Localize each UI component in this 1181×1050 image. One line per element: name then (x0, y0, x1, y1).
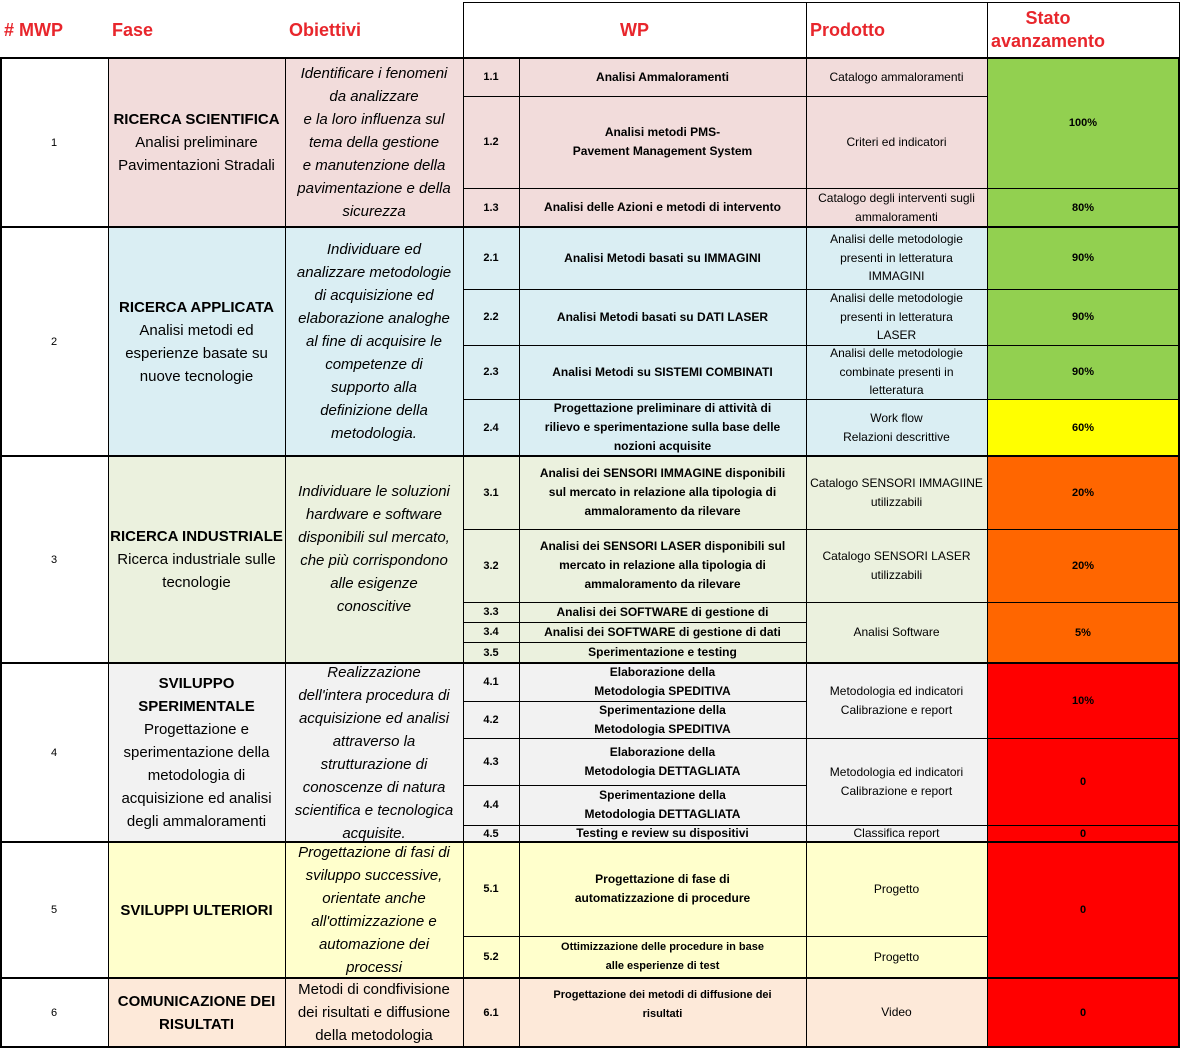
grid-line (987, 602, 1180, 603)
obiettivi-cell-2: Individuare ed analizzare metodologie di acquisizione ed elaborazione analoghe al fine di acquisire le competenze di supporto alla definizione della metodologia. (296, 241, 452, 442)
wp-title: Analisi Metodi basati su IMMAGINI (564, 250, 761, 265)
header-fase: Fase (112, 19, 154, 40)
wp-number: 2.4 (483, 421, 499, 434)
mwp-number: 2 (50, 335, 58, 348)
wp-number: 3.4 (483, 626, 499, 638)
grid-line (0, 226, 1180, 228)
wp-title: Sperimentazione della Metodologia SPEDITIVA (594, 702, 731, 736)
wp-number: 2.1 (483, 252, 499, 264)
mwp-number: 5 (50, 904, 58, 916)
wp-number: 2.2 (483, 311, 499, 323)
obiettivi-cell-1: Identificare i fenomeni da analizzare e la loro influenza sul tema della gestione e manutenzione della pavimentazione e della sicurezza (297, 65, 451, 220)
grid-line (987, 738, 1180, 739)
grid-line (463, 602, 806, 603)
grid-line (463, 345, 806, 346)
wp-number: 4.1 (483, 676, 499, 688)
fase-subtitle: Ricerca industriale sulle tecnologie (117, 551, 276, 591)
grid-line (0, 977, 1180, 979)
grid-line (806, 936, 987, 937)
grid-line (108, 58, 109, 1047)
grid-line (987, 188, 1180, 189)
wp-number: 2.3 (483, 366, 499, 378)
fase-cell-1 (108, 58, 285, 227)
grid-line (463, 642, 806, 643)
grid-line (463, 399, 806, 400)
wp-title: Elaborazione della Metodologia DETTAGLIATA (584, 744, 741, 778)
grid-line (987, 289, 1180, 290)
grid-line (463, 529, 806, 530)
grid-line (0, 1046, 1180, 1048)
status-value: 0 (1079, 827, 1087, 840)
status-value: 20% (1071, 559, 1095, 572)
grid-line (806, 345, 987, 346)
grid-line (806, 825, 987, 826)
grid-line (519, 58, 520, 1047)
wp-title: Analisi Ammaloramenti (596, 69, 729, 84)
wp-title: Elaborazione della Metodologia SPEDITIVA (594, 665, 731, 698)
grid-line (463, 738, 806, 739)
status-value: 20% (1071, 486, 1095, 499)
grid-line (806, 96, 987, 97)
grid-line (0, 841, 1180, 843)
prodotto-cell: Catalogo SENSORI IMMAGIINE utilizzabili (810, 476, 983, 509)
wp-number: 1.1 (483, 71, 499, 83)
wp-title: Analisi metodi PMS- Pavement Management System (572, 125, 753, 158)
mwp-number: 3 (50, 553, 58, 566)
obiettivi-cell-4: Realizzazione dell'intera procedura di acquisizione ed analisi attraverso la strutturazione di conoscenze di natura scientifica e tecnologica acquisite. (294, 663, 454, 842)
wp-number: 5.1 (483, 883, 499, 895)
wp-title: Analisi dei SENSORI IMMAGINE disponibili sul mercato in relazione alla tipologia di ammaloramento da rilevare (539, 466, 786, 518)
prodotto-cell: Analisi delle metodologie presenti in letteratura LASER (830, 291, 963, 343)
grid-line (987, 58, 988, 1047)
wp-number: 4.5 (483, 827, 499, 840)
wp-title: Sperimentazione e testing (588, 645, 737, 659)
prodotto-cell: Analisi delle metodologie presenti in letteratura IMMAGINI (830, 232, 963, 284)
fase-title: RICERCA INDUSTRIALE (110, 528, 283, 545)
wp-number: 4.4 (483, 799, 499, 811)
grid-line (987, 2, 988, 58)
grid-line (463, 2, 1180, 3)
grid-line (806, 188, 987, 189)
grid-line (0, 57, 1180, 59)
wp-number: 4.3 (483, 755, 499, 768)
grid-line (806, 58, 807, 1047)
status-value: 90% (1071, 252, 1095, 264)
wp-number: 4.2 (483, 713, 499, 726)
mwp-number: 6 (50, 1006, 58, 1019)
wp-number: 3.1 (483, 486, 499, 499)
prodotto-cell: Catalogo ammaloramenti (829, 69, 964, 84)
prodotto-cell: Video (881, 1005, 912, 1020)
wp-title: Progettazione dei metodi di diffusione dei risultati (553, 989, 772, 1020)
fase-title: SVILUPPI ULTERIORI (120, 901, 273, 919)
fase-cell-5 (108, 842, 285, 978)
grid-line (806, 602, 987, 603)
wp-number: 6.1 (483, 1006, 499, 1019)
mwp-number: 4 (50, 746, 58, 759)
wp-title: Testing e review su dispositivi (576, 826, 749, 840)
grid-line (0, 455, 1180, 457)
status-value: 10% (1071, 694, 1095, 707)
grid-line (463, 622, 806, 623)
prodotto-cell: Progetto (873, 949, 920, 964)
fase-subtitle: Analisi metodi ed esperienze basate su nuove tecnologie (125, 321, 268, 385)
status-value: 90% (1071, 311, 1095, 323)
status-value: 5% (1075, 626, 1091, 639)
grid-line (463, 2, 464, 58)
mwp-number: 1 (50, 136, 58, 149)
fase-cell-2 (108, 227, 285, 456)
grid-line (806, 2, 807, 58)
prodotto-cell: Progetto (873, 881, 920, 896)
wp-title: Sperimentazione della Metodologia DETTAGLIATA (584, 788, 741, 821)
header-mwp: # MWP (4, 19, 64, 40)
wp-number: 3.5 (483, 646, 499, 659)
grid-line (463, 785, 806, 786)
obiettivi-cell-6: Metodi di condfivisione dei risultati e diffusione della metodologia (297, 981, 451, 1044)
fase-subtitle: Analisi preliminare Pavimentazioni Stradali (118, 134, 275, 174)
grid-line (463, 188, 806, 189)
prodotto-cell: Catalogo SENSORI LASER utilizzabili (822, 549, 971, 582)
header-wp: WP (620, 19, 649, 40)
grid-line (463, 825, 806, 826)
header-stato-avanzamento: Stato avanzamento (991, 8, 1106, 51)
wp-number: 3.2 (483, 559, 499, 572)
header-prodotto: Prodotto (810, 19, 885, 40)
wp-title: Analisi dei SOFTWARE di gestione di (556, 604, 769, 619)
grid-line (1179, 2, 1180, 58)
wp-number: 1.2 (483, 136, 499, 148)
wp-title: Progettazione preliminare di attività di rilievo e sperimentazione sulla base delle nozioni acquisite (544, 401, 781, 453)
grid-line (806, 399, 987, 400)
wp-title: Analisi dei SENSORI LASER disponibili sul mercato in relazione alla tipologia di ammaloramento da rilevare (539, 539, 786, 591)
grid-line (463, 289, 806, 290)
grid-line (987, 529, 1180, 530)
fase-cell-3 (108, 456, 285, 663)
prodotto-cell: Metodologia ed indicatori Calibrazione e report (829, 765, 964, 798)
fase-title: COMUNICAZIONE DEI RISULTATI (117, 992, 276, 1033)
obiettivi-cell-3: Individuare le soluzioni hardware e software disponibili sul mercato, che più corrispondono alle esigenze conoscitive (298, 483, 450, 615)
status-value: 90% (1071, 366, 1095, 378)
wp-number: 5.2 (483, 951, 499, 963)
prodotto-cell: Classifica report (853, 826, 940, 841)
prodotto-cell: Analisi Software (853, 625, 940, 640)
grid-line (463, 58, 464, 1047)
status-value: 100% (1068, 117, 1098, 129)
grid-line (0, 662, 1180, 664)
status-value: 80% (1071, 201, 1095, 214)
grid-line (806, 738, 987, 739)
prodotto-cell: Work flow Relazioni descrittive (843, 411, 950, 444)
prodotto-cell: Analisi delle metodologie combinate presenti in letteratura (830, 346, 963, 398)
status-value: 0 (1079, 904, 1087, 916)
wp-title: Analisi dei SOFTWARE di gestione di dati (544, 624, 781, 639)
prodotto-cell: Criteri ed indicatori (846, 134, 947, 149)
wp-title: Analisi Metodi basati su DATI LASER (556, 309, 769, 324)
status-value: 60% (1071, 421, 1095, 434)
grid-line (987, 399, 1180, 400)
wp-number: 3.3 (483, 606, 499, 618)
grid-line (463, 936, 806, 937)
grid-line (463, 96, 806, 97)
grid-line (806, 289, 987, 290)
grid-line (987, 825, 1180, 826)
grid-line (806, 529, 987, 530)
prodotto-cell: Metodologia ed indicatori Calibrazione e report (829, 684, 964, 717)
grid-line (285, 58, 286, 1047)
status-value: 0 (1079, 1006, 1087, 1019)
status-value: 0 (1079, 775, 1087, 788)
fase-cell-6 (108, 978, 285, 1047)
wp-title: Ottimizzazione delle procedure in base alle esperienze di test (561, 941, 764, 972)
grid-line (987, 345, 1180, 346)
fase-title: RICERCA SCIENTIFICA (113, 111, 280, 128)
fase-title: SVILUPPO SPERIMENTALE (138, 675, 255, 715)
prodotto-cell: Catalogo degli interventi sugli ammaloramenti (818, 191, 975, 224)
grid-line (463, 701, 806, 702)
wp-title: Progettazione di fase di automatizzazione di procedure (574, 872, 751, 905)
header-obiettivi: Obiettivi (289, 19, 362, 40)
grid-line (1178, 58, 1180, 1048)
obiettivi-cell-5: Progettazione di fasi di sviluppo successive, orientate anche all'ottimizzazione e automazione dei processi (298, 844, 450, 976)
wp-title: Analisi Metodi su SISTEMI COMBINATI (552, 364, 773, 379)
fase-cell-4 (108, 663, 285, 842)
fase-subtitle: Progettazione e sperimentazione della metodologia di acquisizione ed analisi degli ammaloramenti (121, 721, 272, 830)
grid-line (0, 58, 2, 1048)
wp-title: Analisi delle Azioni e metodi di intervento (544, 200, 781, 214)
fase-title: RICERCA APPLICATA (119, 298, 274, 316)
wp-number: 1.3 (483, 201, 499, 214)
